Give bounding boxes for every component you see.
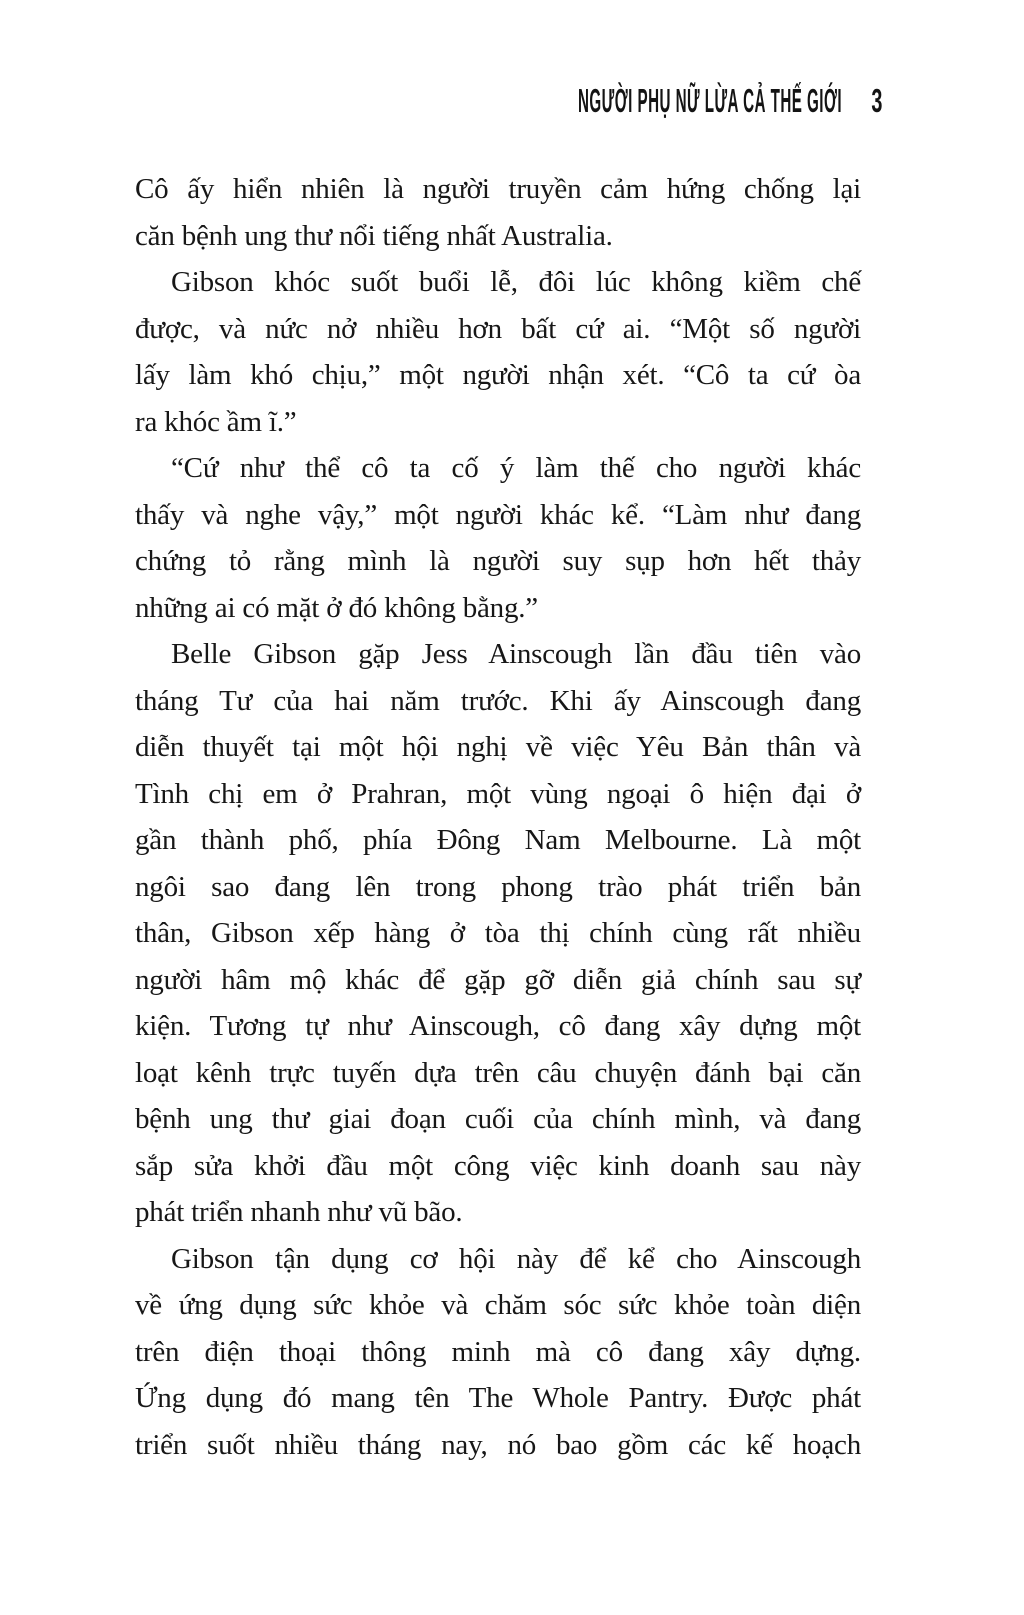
text-line: tháng Tư của hai năm trước. Khi ấy Ainscough đang — [135, 684, 861, 717]
text-line: những ai có mặt ở đó không bằng.” — [135, 591, 538, 624]
text-line: ra khóc ầm ĩ.” — [135, 405, 297, 438]
text-line: bệnh ung thư giai đoạn cuối của chính mình, và đang — [135, 1103, 861, 1135]
text-line: thấy và nghe vậy,” một người khác kể. “Làm như đang — [135, 498, 861, 531]
text-line: trên điện thoại thông minh mà cô đang xây dựng. — [135, 1335, 861, 1368]
text-line: chứng tỏ rằng mình là người suy sụp hơn hết thảy — [135, 545, 861, 577]
text-line: về ứng dụng sức khỏe và chăm sóc sức khỏe toàn diện — [135, 1289, 861, 1321]
text-line: lấy làm khó chịu,” một người nhận xét. “Cô ta cứ òa — [135, 359, 861, 391]
text-line: căn bệnh ung thư nổi tiếng nhất Australia. — [135, 219, 613, 252]
text-line: được, và nức nở nhiều hơn bất cứ ai. “Một số người — [135, 312, 861, 345]
text-line: sắp sửa khởi đầu một công việc kinh doanh sau này — [135, 1149, 861, 1182]
text-line: diễn thuyết tại một hội nghị về việc Yêu Bản thân và — [135, 731, 861, 763]
text-line: phát triển nhanh như vũ bão. — [135, 1196, 463, 1228]
text-line: gần thành phố, phía Đông Nam Melbourne. Là một — [135, 824, 861, 856]
text-line: triển suốt nhiều tháng nay, nó bao gồm các kế hoạch — [135, 1428, 861, 1461]
page-number: 3 — [870, 82, 882, 119]
text-line: người hâm mộ khác để gặp gỡ diễn giả chính sau sự — [135, 963, 861, 996]
text-line: Gibson tận dụng cơ hội này để kể cho Ainscough — [171, 1242, 861, 1275]
page-header — [268, 84, 882, 117]
text-line: Cô ấy hiển nhiên là người truyền cảm hứng chống lại — [135, 173, 861, 205]
running-title: NGƯỜI PHỤ NỮ LỪA CẢ THẾ GIỚI — [577, 82, 842, 119]
text-line: thân, Gibson xếp hàng ở tòa thị chính cùng rất nhiều — [135, 917, 861, 949]
text-line: Ứng dụng đó mang tên The Whole Pantry. Được phát — [135, 1382, 861, 1414]
text-line: Belle Gibson gặp Jess Ainscough lần đầu tiên vào — [171, 638, 861, 670]
text-line: Gibson khóc suốt buổi lễ, đôi lúc không kiềm chế — [171, 266, 861, 298]
text-line: “Cứ như thể cô ta cố ý làm thế cho người khác — [171, 452, 861, 484]
text-line: loạt kênh trực tuyến dựa trên câu chuyện đánh bại căn — [135, 1056, 861, 1089]
text-line: ngôi sao đang lên trong phong trào phát triển bản — [135, 870, 861, 903]
text-line: Tình chị em ở Prahran, một vùng ngoại ô hiện đại ở — [135, 777, 861, 810]
text-line: kiện. Tương tự như Ainscough, cô đang xây dựng một — [135, 1010, 861, 1042]
page-body — [135, 166, 861, 1468]
